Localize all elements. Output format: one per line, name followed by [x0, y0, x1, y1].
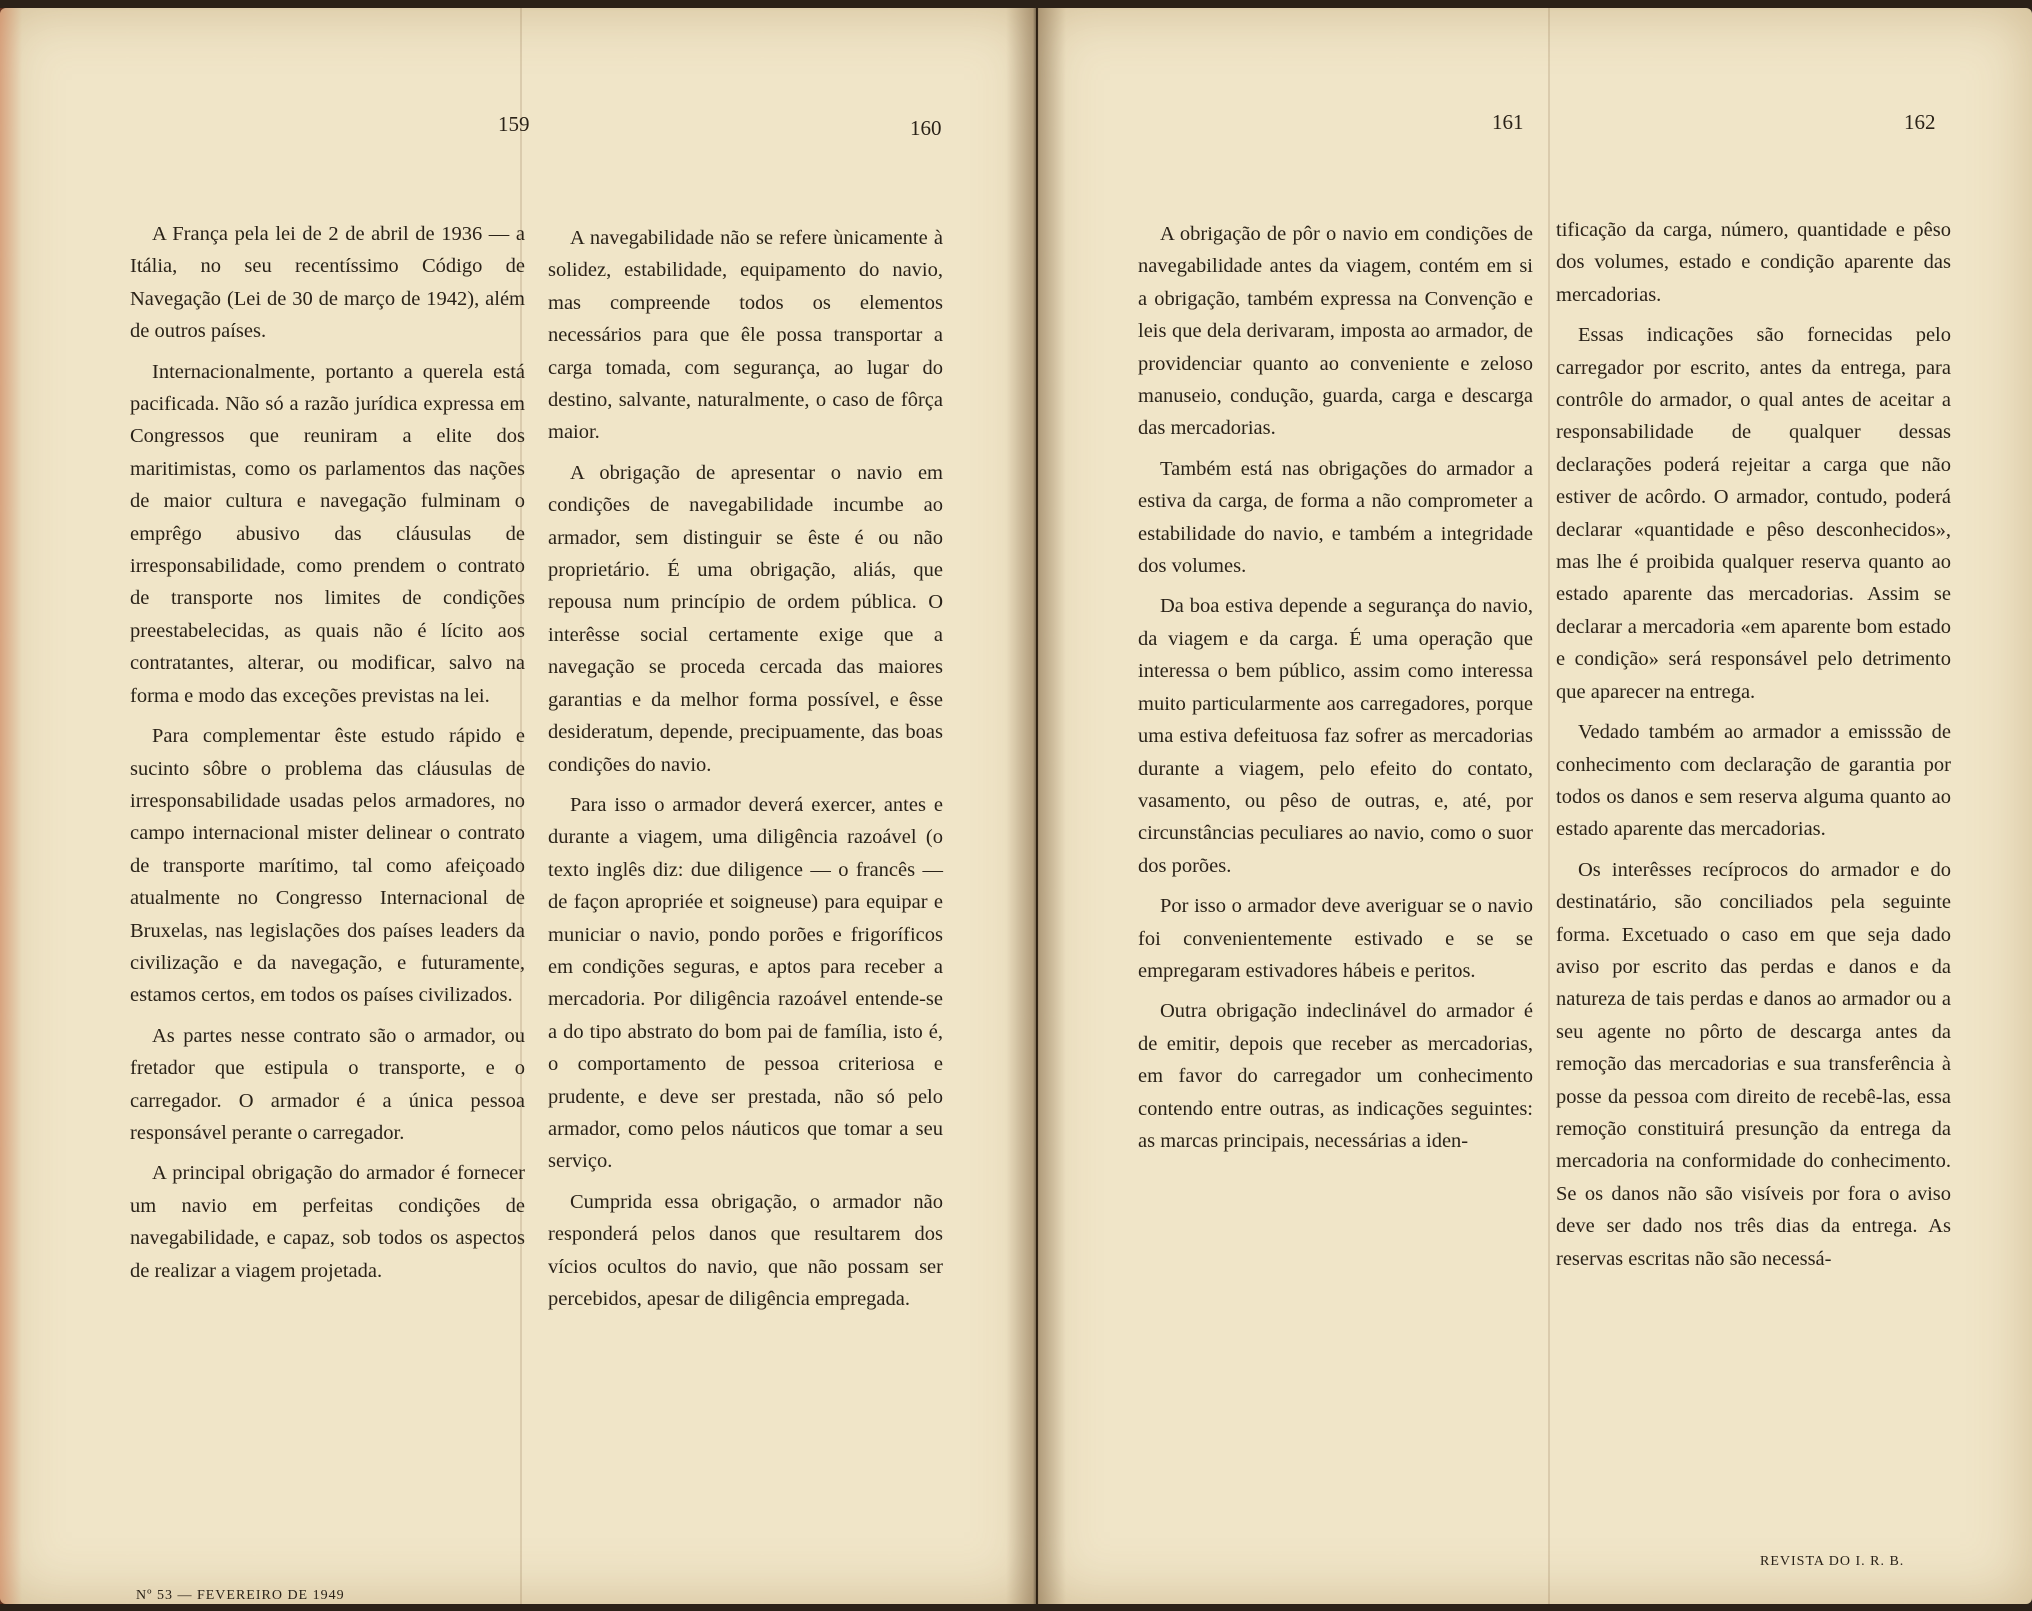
page-number-161: 161: [1492, 110, 1524, 134]
paragraph: Também está nas obrigações do armador a estiva da carga, de forma a não comprometer a estabilidade do navio, e também a integridade dos volumes.: [1138, 457, 1533, 578]
paragraph: Os interêsses recíprocos do armador e do destinatário, são conciliados pela seguinte forma. Excetuado o caso em que seja dado aviso por escrito das perdas e danos e da natureza de tais perdas e danos ao armador ou a seu agente no pôrto de descarga antes da remoção das mercadorias e sua transferência à posse da pessoa com direito de recebê-las, essa remoção constituirá presunção da entrega da mercadoria na conformidade do conhecimento. Se os danos não são visíveis por fora o aviso deve ser dado nos três dias da entrega. As reservas escritas não são necessá-: [1556, 858, 1951, 1270]
text-column-page-160: [548, 222, 943, 1323]
paragraph: Por isso o armador deve averiguar se o navio foi convenientemente estivado e se se empregaram estivadores hábeis e peritos.: [1138, 895, 1533, 982]
paragraph: Para isso o armador deverá exercer, antes e durante a viagem, uma diligência razoável (o texto inglês diz: due diligence — o francês — de façon apropriée et soigneuse) para equipar e municiar o navio, pondo porões e frigoríficos em condições seguras, e aptos para receber a mercadoria. Por diligência razoável entende-se a do tipo abstrato do bom pai de família, isto é, o comportamento de pessoa criteriosa e prudente, e deve ser prestada, não só pelo armador, como pelos náuticos que tomar a seu serviço.: [548, 793, 943, 1173]
paragraph: A França pela lei de 2 de abril de 1936 — a Itália, no seu recentíssimo Código de Navegação (Lei de 30 de março de 1942), além de outros países.: [130, 223, 525, 343]
page-edge-stain: [0, 8, 22, 1604]
page-number-159: 159: [498, 112, 530, 136]
paragraph: A principal obrigação do armador é fornecer um navio em perfeitas condições de navegabilidade, e capaz, sob todos os aspectos de realizar a viagem projetada.: [130, 1162, 525, 1282]
text-column-page-159: [130, 218, 525, 1295]
footer-journal-name: REVISTA DO I. R. B.: [1760, 1554, 1905, 1569]
text-column-page-161: [1138, 218, 1533, 1165]
paragraph: Vedado também ao armador a emisssão de conhecimento com declaração de garantia por todos os danos e sem reserva alguma quanto ao estado aparente das mercadorias.: [1556, 721, 1951, 841]
footer-issue-date: Nº 53 — FEVEREIRO DE 1949: [136, 1588, 345, 1603]
paragraph: A obrigação de apresentar o navio em condições de navegabilidade incumbe ao armador, sem distinguir se êste é ou não proprietário. É uma obrigação, aliás, que repousa num princípio de ordem pública. O interêsse social certamente exige que a navegação se proceda cercada das maiores garantias e da melhor forma possível, e êsse desideratum, depende, precipuamente, das boas condições do navio.: [548, 461, 943, 776]
paragraph: Cumprida essa obrigação, o armador não responderá pelos danos que resultarem dos vícios ocultos do navio, que não possam ser percebidos, apesar de diligência empregada.: [548, 1190, 943, 1310]
paragraph: A obrigação de pôr o navio em condições de navegabilidade antes da viagem, contém em si a obrigação, também expressa na Convenção e leis que dela derivaram, imposta ao armador, de providenciar quanto ao conveniente e zeloso manuseio, condução, guarda, carga e descarga das mercadorias.: [1138, 223, 1533, 440]
book-gutter: [1006, 8, 1066, 1604]
paragraph: A navegabilidade não se refere ùnicamente à solidez, estabilidade, equipamento do navio, mas compreende todos os elementos necessários para que êle possa transportar a carga tomada, com segurança, ao lugar do destino, salvante, naturalmente, o caso de fôrça maior.: [548, 227, 943, 444]
paragraph: Essas indicações são fornecidas pelo carregador por escrito, antes da entrega, para contrôle do armador, o qual antes de aceitar a responsabilidade de qualquer dessas declarações poderá rejeitar a carga que não estiver de acôrdo. O armador, contudo, poderá declarar «quantidade e pêso desconhecidos», mas lhe é proibida qualquer reserva quanto ao estado aparente das mercadorias. Assim se declarar a mercadoria «em aparente bom estado e condição» será responsável pelo detrimento que aparecer na entrega.: [1556, 324, 1951, 703]
paragraph: Outra obrigação indeclinável do armador é de emitir, depois que receber as mercadorias, em favor do carregador um conhecimento contendo entre outras, as indicações seguintes: as marcas principais, necessárias a iden-: [1138, 1000, 1533, 1152]
paragraph: Da boa estiva depende a segurança do navio, da viagem e da carga. É uma operação que interessa o bem público, assim como interessa muito particularmente aos carregadores, porque uma estiva defeituosa faz sofrer as mercadorias durante a viagem, pelo efeito do contato, vasamento, ou pêso de outras, e, até, por circunstâncias peculiares ao navio, como o suor dos porões.: [1138, 595, 1533, 877]
paragraph: Internacionalmente, portanto a querela está pacificada. Não só a razão jurídica expressa em Congressos que reuniram a elite dos maritimistas, como os parlamentos das nações de maior cultura e navegação fulminam o emprêgo abusivo das cláusulas de irresponsabilidade, como prendem o contrato de transporte nos limites de condições preestabelecidas, as quais não é lícito aos contratantes, alterar, ou modificar, salvo na forma e modo das exceções previstas na lei.: [130, 360, 525, 707]
paragraph: tificação da carga, número, quantidade e pêso dos volumes, estado e condição aparente das mercadorias.: [1556, 219, 1951, 306]
page-number-160: 160: [910, 116, 942, 140]
page-number-162: 162: [1904, 110, 1936, 134]
paragraph: As partes nesse contrato são o armador, ou fretador que estipula o transporte, e o carregador. O armador é a única pessoa responsável perante o carregador.: [130, 1024, 525, 1144]
text-column-page-162: [1556, 214, 1951, 1283]
paragraph: Para complementar êste estudo rápido e sucinto sôbre o problema das cláusulas de irresponsabilidade usadas pelos armadores, no campo internacional mister delinear o contrato de transporte marítimo, tal como afeiçoado atualmente no Congresso Internacional de Bruxelas, nas legislações dos países leaders da civilização e da navegação, e futuramente, estamos certos, em todos os países civilizados.: [130, 725, 525, 1007]
page-fold-right: [1548, 8, 1550, 1604]
